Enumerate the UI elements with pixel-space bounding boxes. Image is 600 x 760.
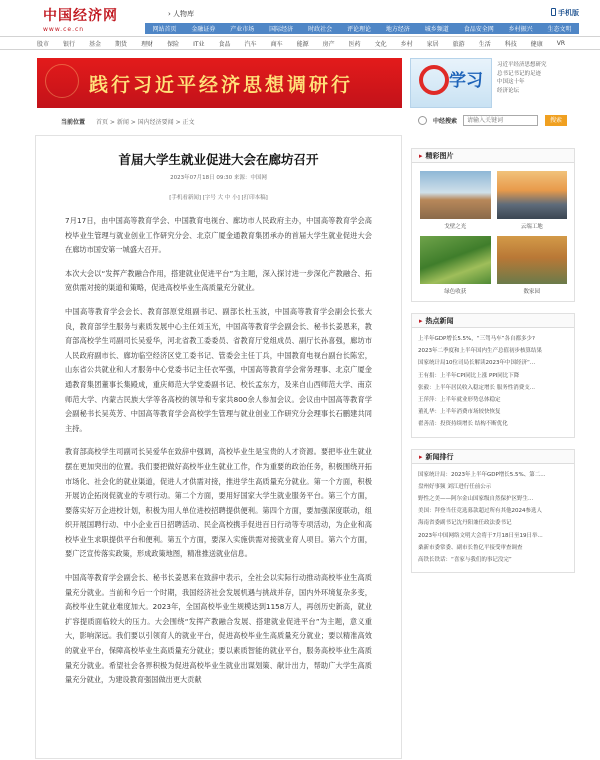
hot-news-item[interactable]: 国家统计局10位司局长解读2023年中国经济“... <box>418 360 536 367</box>
article-paragraph: 7月17日，由中国高等教育学会、中国教育电视台、廊坊市人民政府主办，中国高等教育学会高校毕业生管理与就业创业工作研究分会、北京广厦金通教育集团承办的首届大学生就业促进大会在廊坊市国安第一城盛大召开。 <box>65 216 372 255</box>
ranking-item[interactable]: 美国：拜登当任竞选募款超过所有其他2024参选人 <box>418 508 542 515</box>
search-button[interactable]: 搜索 <box>545 115 567 126</box>
xuexi-link[interactable]: 习近平经济思想研究 <box>497 62 547 68</box>
article-paragraph: 本次大会以“发挥产教融合作用，搭建就业促进平台”为主题，深入探讨进一步深化产教融合、拓宽供需对接的渠道和策略，促进高校毕业生高质量充分就业。 <box>65 268 372 293</box>
location-bar <box>0 114 600 128</box>
subnav-item[interactable]: 房产 <box>322 40 335 48</box>
xuexi-banner[interactable] <box>410 58 492 108</box>
hot-news-item[interactable]: 董礼华：上半年消费市场较快恢复 <box>418 409 501 416</box>
nav-item[interactable]: 生态文明 <box>547 26 572 33</box>
sub-nav <box>0 36 600 50</box>
mobile-version-link[interactable] <box>551 8 579 18</box>
xuexi-link[interactable]: 中国这十年 <box>497 79 525 85</box>
nav-item[interactable]: 时政社会 <box>308 26 333 33</box>
top-breadcrumb-label: 人物库 <box>173 10 195 18</box>
ranking-item[interactable]: 高铁长铁话：“喜家与我们的事记没完” <box>418 557 512 564</box>
picture-caption[interactable]: 云端工地 <box>520 224 543 230</box>
nav-item[interactable]: 评论理论 <box>346 26 371 33</box>
ranking-title: 新闻排行 <box>425 452 454 461</box>
picture-thumbnail[interactable] <box>420 236 491 284</box>
ranking-item[interactable]: 海南省委副书记沈丹阳兼任政法委书记 <box>418 520 512 527</box>
pictures-header <box>412 149 574 163</box>
ranking-list <box>412 464 574 573</box>
search-area <box>418 115 567 126</box>
ranking-item[interactable]: 盘州好事频 刘江进行任前公示 <box>418 483 492 490</box>
triangle-icon: ▸ <box>419 452 423 461</box>
xuexi-link[interactable]: 总书记书记的足迹 <box>497 70 542 77</box>
subnav-item[interactable]: 健康 <box>530 40 543 48</box>
subnav-item[interactable]: 医药 <box>348 40 361 48</box>
pictures-box <box>411 148 575 302</box>
xuexi-text: 学习 <box>449 71 483 91</box>
breadcrumb[interactable]: 首页 > 新闻 > 国内经济要闻 > 正文 <box>96 119 195 126</box>
picture-thumbnail[interactable] <box>420 171 491 219</box>
topic-banner[interactable] <box>37 58 402 108</box>
article-controls[interactable]: [手机看新闻] [字号 大 中 小] [打印本稿] <box>169 195 268 201</box>
subnav-item[interactable]: 能源 <box>296 40 309 48</box>
ranking-item[interactable]: 国家统计局：2023年上半年GDP增长5.5%、第二... <box>418 471 546 478</box>
subnav-item[interactable]: 科技 <box>504 40 517 48</box>
nav-item[interactable]: 乡村振兴 <box>508 26 533 33</box>
xuexi-links <box>497 61 587 95</box>
article-title: 首届大学生就业促进大会在廊坊召开 <box>118 152 319 167</box>
nav-item[interactable]: 国际经济 <box>269 26 294 33</box>
article-paragraph: 教育部高校学生司副司长吴爱华在致辞中强调，高校毕业生是宝贵的人才资源。要把毕业生就业摆在更加突出的位置。我们要把做好高校毕业生就业工作，作为重要的政治任务，积极围绕开拓市场化、社会化的就业渠道，促进人才供需对接，推进学生高质量充分就业。第一个方面，积极开展访企拓岗促就业的专项行动。第二个方面，要用好国家大学生就业服务平台。第三个方面，要落实好万企进校计划，积极为用人单位进校招聘提供便利。第四个方面，要加强深度联动，组织开展国聘行动、中小企业百日招聘活动、民企高校携手促进百日行动等专项活动，为企业和高校毕业生求职提供平台和便利。第五个方面，要深入实施供需对接就业育人项目。第六个方面，要广泛宣传落实政策，形成政策地图，精准推送就业信息。 <box>65 447 372 559</box>
subnav-item[interactable]: 家居 <box>426 40 439 48</box>
pictures-grid <box>412 163 574 301</box>
article-paragraph: 中国高等教育学会副会长、秘书长姜恩来在致辞中表示，全社会以实际行动推动高校毕业生高质量充分就业。当前和今后一个时期，我国经济社会发展机遇与挑战并存，国内外环境复杂多变，高校毕业生就业难度加大。2023年，全国高校毕业生规模达到1158万人，再创历史新高，就业扩容提质面临较大的压力。大会围绕“发挥产教融合发展、搭建就业促进平台”为主题，意义重大，影响深远。我们要以引领育人的就业平台，促进高校毕业生高质量充分就业；要以精准高效的就业平台，保障高校毕业生高质量充分就业；要以素质智能的就业平台，服务高校毕业生高质量充分就业。希望社会各界积极为促进高校毕业生就业出谋划策、献计出力，帮助广大学生高质量充分就业，为建设教育强国做出更大贡献 <box>65 573 372 685</box>
pictures-title: 精彩图片 <box>425 152 454 160</box>
subnav-item[interactable]: 汽车 <box>244 40 257 48</box>
subnav-item[interactable]: 期货 <box>115 40 128 48</box>
subnav-item[interactable]: 保险 <box>167 40 180 48</box>
search-icon <box>418 116 427 125</box>
picture-caption[interactable]: 数家园 <box>523 289 540 295</box>
hot-news-box <box>411 313 575 438</box>
article-meta: 2023年07月18日 09:30 来源：中国网 <box>170 175 267 181</box>
triangle-icon: ▸ <box>419 317 423 325</box>
subnav-item[interactable]: IT业 <box>193 40 205 48</box>
subnav-item[interactable]: 银行 <box>63 40 76 48</box>
subnav-item[interactable]: 旅游 <box>452 40 465 48</box>
top-breadcrumb[interactable]: › 人物库 <box>168 10 195 18</box>
hot-news-item[interactable]: 张毅：上半年居民收入稳定增长 服务性消费支... <box>418 384 535 391</box>
hot-news-item[interactable]: 王萍萍：上半年就业形势总体稳定 <box>418 397 501 404</box>
picture-item[interactable] <box>497 236 568 295</box>
picture-caption[interactable]: 戈壁之光 <box>444 224 467 230</box>
nav-item[interactable]: 网站首页 <box>152 26 177 33</box>
subnav-item[interactable]: 理财 <box>141 40 154 48</box>
hot-news-item[interactable]: 翟善清：投资持续增长 结构不断优化 <box>418 421 508 428</box>
triangle-icon: ▸ <box>419 152 423 160</box>
sidebar <box>411 148 575 584</box>
article-body <box>36 214 401 688</box>
nav-item[interactable]: 金融证券 <box>191 26 216 33</box>
ranking-item[interactable]: 野性之美——阿尔金山国家级自然保护区野生... <box>418 496 534 503</box>
search-input[interactable] <box>463 115 538 126</box>
hot-news-item[interactable]: 2023年二季度和上半年国内生产总值初步核算结果 <box>418 348 542 355</box>
subnav-item[interactable]: 生活 <box>478 40 491 48</box>
top-header <box>0 0 600 36</box>
subnav-item[interactable]: 商车 <box>270 40 283 48</box>
banner-title: 践行习近平经济思想调研行 <box>89 74 354 96</box>
subnav-item[interactable]: 基金 <box>89 40 102 48</box>
subnav-item[interactable]: 文化 <box>374 40 387 48</box>
site-logo[interactable] <box>43 5 118 33</box>
picture-thumbnail[interactable] <box>497 236 568 284</box>
logo-url: www.ce.cn <box>43 26 85 33</box>
picture-item[interactable] <box>420 236 491 295</box>
picture-thumbnail[interactable] <box>497 171 568 219</box>
subnav-item[interactable]: 食品 <box>218 40 231 48</box>
emblem-icon <box>45 64 79 98</box>
xuexi-logo-icon <box>419 65 449 95</box>
ranking-box <box>411 449 575 574</box>
banner-row <box>0 58 600 112</box>
phone-icon <box>551 8 556 16</box>
subnav-item[interactable]: VR <box>556 39 566 47</box>
picture-item[interactable] <box>497 171 568 230</box>
hot-news-list <box>412 328 574 437</box>
nav-item[interactable]: 地方经济 <box>385 26 410 33</box>
ranking-item[interactable]: 桑新市委常委、副市长鲁亿平接受审查调查 <box>418 544 523 551</box>
nav-item[interactable]: 产业市场 <box>230 26 255 33</box>
xuexi-link[interactable]: 经济论坛 <box>497 87 520 94</box>
nav-item[interactable]: 食品安全网 <box>463 26 494 33</box>
search-label: 中经搜索 <box>433 118 458 125</box>
subnav-item[interactable]: 股市 <box>37 40 50 48</box>
subnav-item[interactable]: 乡村 <box>400 40 413 48</box>
ranking-header <box>412 450 574 464</box>
location-label: 当前位置 <box>61 119 86 126</box>
main-nav <box>145 23 579 34</box>
logo-text: 中国经济网 <box>43 8 118 24</box>
ranking-item[interactable]: 2023年中国网络文明大会将于7月18日至19日举... <box>418 532 543 539</box>
hot-news-item[interactable]: 王有捐：上半年CPI同比上涨 PPI同比下降 <box>418 372 520 379</box>
picture-caption[interactable]: 绿色收获 <box>444 289 467 295</box>
nav-item[interactable]: 城乡频道 <box>424 26 449 33</box>
article <box>35 135 402 759</box>
hot-news-item[interactable]: 上半年GDP增长5.5%，“三驾马车”各自都多少? <box>418 336 535 342</box>
hot-news-header <box>412 314 574 328</box>
picture-item[interactable] <box>420 171 491 230</box>
article-paragraph: 中国高等教育学会会长、教育部原党组副书记、副部长杜玉波，中国高等教育学会副会长张大良，教育部学生服务与素质发展中心主任刘玉光，中国高等教育学会副会长、秘书长姜恩来，教育部高校学生司副司长吴爱华，河北省教工委委员、省教育厅党组成员、副厅长孙喜强，廊坊市人民政府副市长、廊坊临空经济区党工委书记、管委会主任丁兵，中国教育电视台副台长陈宏，山东省公共就业和人才服务中心党委书记主任衣军强，中国高等教育学会常务理事、北京广厦金通教育集团董事长集殿成，重庆师范大学党委副书记、校长孟东方，及来自山西师范大学、南京师范大学、内蒙古民族大学等各高校的领导和专家共800余人参加会议。会议由中国高等教育学会副秘书长吴英芳、中国高等教育学会高校学生管理与就业创业工作研究分会理事长石鹏建共同主持。 <box>65 306 372 433</box>
hot-news-title: 热点新闻 <box>425 317 454 325</box>
mobile-version-label: 手机版 <box>558 9 579 17</box>
